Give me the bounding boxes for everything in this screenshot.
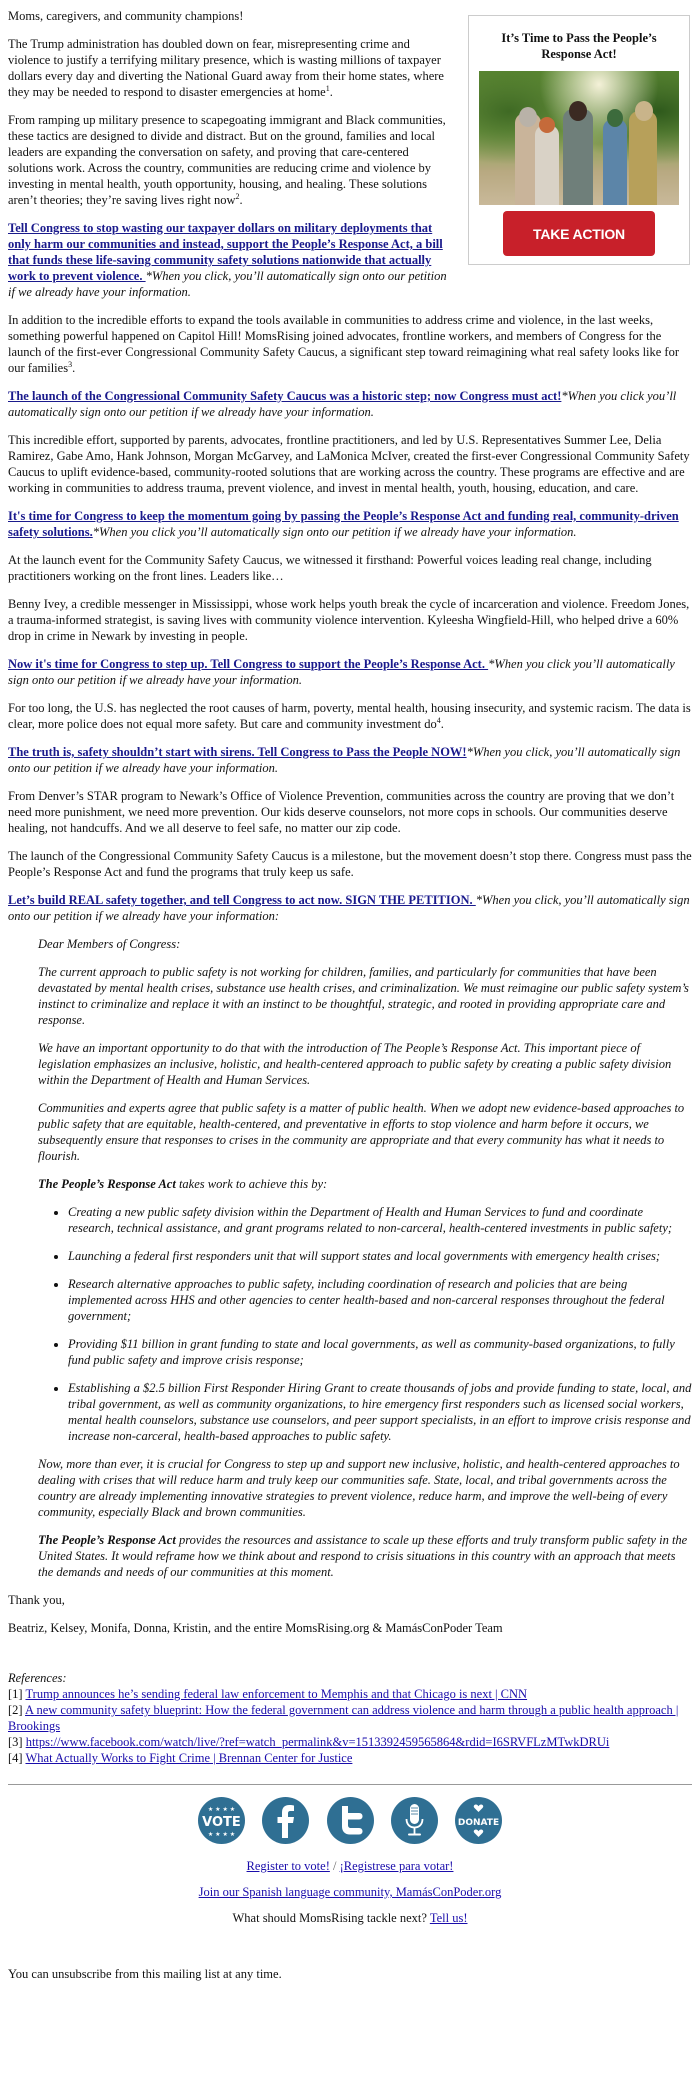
cta-link-step-up[interactable]: Now it's time for Congress to step up. Tell Congress to support the People’s Response Act.	[8, 657, 489, 671]
list-item: • Creating a new public safety division within the Department of Health and Human Services to fund and coordinate research, technical assistance, and grant programs related to non-carceral, health-centered investments in public safety;	[68, 1204, 692, 1236]
footnote-4: 4	[436, 715, 441, 725]
promo-photo[interactable]	[479, 71, 679, 205]
reference-item: [3] https://www.facebook.com/watch/live/?ref=watch_permalink&v=1513392459565864&rdid=I6SRVFLzMTwkDRUi	[8, 1735, 610, 1749]
paragraph-milestone: The launch of the Congressional Community Safety Caucus is a milestone, but the movement doesn’t stop there. Congress must pass the People’s Response Act and fund the programs that truly keep us safe.	[8, 849, 692, 879]
paragraph-leaders: Benny Ivey, a credible messenger in Mississippi, whose work helps youth break the cycle of incarceration and violence. Freedom Jones, a trauma-informed strategist, is saving lives with community violence intervention. Kyleesha Wingfield-Hill, who helped drive a 60% drop in crime in Newark by investing in people.	[8, 597, 690, 643]
letter-paragraph-5: The People’s Response Act provides the resources and assistance to scale up these efforts and truly transform public safety in the United States. It would reframe how we think about and respond to crisis situations in this country with an approach that meets the demands and needs of our communities at this moment.	[38, 1533, 688, 1579]
cta-link-stop-wasting[interactable]: Tell Congress to stop wasting our taxpayer dollars on military deployments that only harm our communities and instead, support the People’s Response Act, a bill that funds these life-saving community safety solutions nationwide that actually work to prevent violence.	[8, 221, 443, 283]
reference-item: [4] What Actually Works to Fight Crime | Brennan Center for Justice	[8, 1751, 353, 1765]
unsubscribe-text: You can unsubscribe from this mailing list at any time.	[8, 1967, 282, 1981]
paragraph-launch-event: At the launch event for the Community Safety Caucus, we witnessed it firsthand: Powerful voices leading real change, including practitioners working on the front lines. Leaders like…	[8, 553, 652, 583]
take-action-promo	[468, 15, 690, 265]
petition-note: *When you click, you’ll automatically sign onto our petition if we already have your information:	[8, 893, 690, 923]
tackle-next-line: What should MomsRising tackle next? Tell us!	[232, 1911, 468, 1925]
cta-link-sign-petition[interactable]: Let’s build REAL safety together, and tell Congress to act now. SIGN THE PETITION.	[8, 893, 476, 907]
petition-letter	[38, 936, 692, 1580]
cta-link-keep-momentum[interactable]: It's time for Congress to keep the momentum going by passing the People’s Response Act and funding real, community-driven safety solutions.	[8, 509, 679, 539]
register-to-vote-link[interactable]: Register to vote!	[246, 1859, 330, 1873]
greeting: Moms, caregivers, and community champions!	[8, 9, 244, 23]
list-item: • Establishing a $2.5 billion First Responder Hiring Grant to create thousands of jobs and provide funding to state, local, and tribal government, as well as community organizations, to hire emergency first responders such as licensed social workers, mental health counselors, substance use counselors, and peer support specialists, in an effort to improve crisis response and increase non-carceral, health-based approaches to public safety.	[68, 1380, 692, 1444]
intro-paragraph-2: From ramping up military presence to scapegoating immigrant and Black communities, these tactics are designed to divide and distract. But on the ground, families and local leaders are expanding the conversation on safety, and proving that care-centered solutions work. Across the country, communities are reducing crime and violence by investing in mental health, youth opportunity, housing, and healing. These solutions aren’t theories; they’re saving lives right now$^2$.	[8, 113, 446, 207]
reference-link-1[interactable]: Trump announces he’s sending federal law enforcement to Memphis and that Chicago is next | CNN	[25, 1687, 528, 1701]
reference-link-3[interactable]: https://www.facebook.com/watch/live/?ref=watch_permalink&v=1513392459565864&rdid=I6SRVFLzMTwkDRUi	[25, 1735, 610, 1749]
list-item: • Providing $11 billion in grant funding to state and local governments, as well as community-based organizations, to fully fund public safety and improve crisis response;	[68, 1336, 692, 1368]
promo-title: It’s Time to Pass the People’s Response Act!	[501, 31, 657, 61]
letter-act-intro: The People’s Response Act takes work to achieve this by:	[38, 1177, 328, 1191]
references-title: References:	[8, 1671, 67, 1685]
twitter-icon[interactable]	[327, 1797, 374, 1844]
donate-icon[interactable]	[455, 1797, 502, 1844]
mamasconpoder-link[interactable]: Join our Spanish language community, MamásConPoder.org	[198, 1885, 502, 1899]
svg-text:DONATE: DONATE	[457, 1818, 499, 1828]
signature: Beatriz, Kelsey, Monifa, Donna, Kristin, and the entire MomsRising.org & MamásConPoder Team	[8, 1621, 503, 1635]
svg-text:★ ★ ★ ★: ★ ★ ★ ★	[208, 1806, 236, 1813]
reference-link-2[interactable]: A new community safety blueprint: How the federal government can address violence and harm through a public health approach | Brookings	[8, 1703, 679, 1733]
reference-item: [1] Trump announces he’s sending federal law enforcement to Memphis and that Chicago is next | CNN	[8, 1687, 528, 1701]
letter-paragraph-3: Communities and experts agree that public safety is a matter of public health. When we adopt new evidence-based approaches to public safety that are equitable, health-centered, and preventative in efforts to stop violence and harm before it occurs, we subsequently ensure that responses to crises in the community are appropriate and that every community has what it needs to flourish.	[38, 1101, 685, 1163]
petition-note: *When you click, you’ll automatically sign onto our petition if we already have your information.	[8, 745, 681, 775]
intro-paragraph-1: The Trump administration has doubled down on fear, misrepresenting crime and violence to justify a terrifying military presence, which is wasting millions of taxpayer dollars every day and diverting the National Guard away from their home states, where they may be needed to respond to disaster emergencies at home$^1$.	[8, 37, 444, 99]
cta-6	[8, 892, 692, 924]
closing-thanks: Thank you,	[8, 1593, 65, 1607]
references	[8, 1670, 692, 1766]
cta-3	[8, 508, 692, 540]
footnote-3: 3	[68, 359, 73, 369]
cta-5	[8, 744, 692, 776]
paragraph-denver-star: From Denver’s STAR program to Newark’s Office of Violence Prevention, communities across the country are proving that we don’t need more punishment, we need more prevention. Our kids deserve counselors, not more cops in schools. Our communities deserve healing, not handcuffs. And we all deserve to feel safe, no matter our zip code.	[8, 789, 675, 835]
petition-note: *When you click you’ll automatically sign onto our petition if we already have your information.	[8, 657, 675, 687]
microphone-icon[interactable]	[391, 1797, 438, 1844]
cta-4	[8, 656, 692, 688]
paragraph-representatives: This incredible effort, supported by parents, advocates, frontline practitioners, and led by U.S. Representatives Summer Lee, Delia Ramirez, Gabe Amo, Hank Johnson, Morgan McGarvey, and LaMonica McIver, created the first-ever Congressional Community Safety Caucus to uplift evidence-based, community-rooted solutions that are working across the country. These programs are effective and are working in communities to address trauma, prevent violence, and invest in mental health, youth, housing, education, and care.	[8, 433, 690, 495]
social-icons	[8, 1797, 692, 1844]
paragraph-capitol-hill: In addition to the incredible efforts to expand the tools available in communities to address crime and violence, in the last weeks, something powerful happened on Capitol Hill! MomsRising joined advocates, frontline workers, and members of Congress for the launch of the first-ever Congressional Community Safety Caucus, a significant step toward reimagining what real safety looks like for our families$^3$.	[8, 313, 680, 375]
footer-divider	[8, 1784, 692, 1785]
list-item: • Research alternative approaches to public safety, including coordination of research and policies that are being implemented across HHS and other agencies to center health-based and non-carceral responses throughout the federal government;	[68, 1276, 692, 1324]
reference-item: [2] A new community safety blueprint: How the federal government can address violence and harm through a public health approach | Brookings	[8, 1703, 679, 1733]
cta-2	[8, 388, 692, 420]
petition-note: *When you click, you’ll automatically sign onto our petition if we already have your information.	[8, 269, 447, 299]
footnote-1: 1	[325, 83, 330, 93]
svg-text:VOTE: VOTE	[202, 1815, 242, 1830]
registrese-link[interactable]: ¡Registrese para votar!	[339, 1859, 454, 1873]
footnote-2: 2	[235, 191, 240, 201]
tell-us-link[interactable]: Tell us!	[429, 1911, 468, 1925]
cta-link-caucus-launch[interactable]: The launch of the Congressional Community Safety Caucus was a historic step; now Congress must act!	[8, 389, 562, 403]
letter-paragraph-1: The current approach to public safety is not working for children, families, and particularly for communities that have been devastated by mental health crises, substance use health crises, and criminalization. We must reimagine our public safety system’s instinct to criminalize and replace it with an instinct to be thoughtful, strategic, and rooted in providing appropriate care and response.	[38, 965, 689, 1027]
letter-paragraph-2: We have an important opportunity to do that with the introduction of The People’s Response Act. This important piece of legislation emphasizes an inclusive, holistic, and health-centered approach to public safety by creating a public safety division within the Department of Health and Human Services.	[38, 1041, 672, 1087]
petition-note: *When you click you’ll automatically sign onto our petition if we already have your information.	[8, 389, 677, 419]
petition-note: *When you click you’ll automatically sign onto our petition if we already have your information.	[92, 525, 577, 539]
spanish-community-line	[8, 1884, 692, 1900]
take-action-button[interactable]: TAKE ACTION	[503, 211, 655, 256]
register-line: Register to vote! / ¡Registrese para votar!	[246, 1859, 454, 1873]
vote-icon[interactable]	[198, 1797, 245, 1844]
act-provisions-list	[38, 1204, 692, 1444]
svg-text:★ ★ ★ ★: ★ ★ ★ ★	[208, 1831, 236, 1838]
letter-paragraph-4: Now, more than ever, it is crucial for Congress to step up and support new inclusive, holistic, and health-centered approaches to dealing with crises that will reduce harm and truly keep our communities safe. State, local, and tribal governments across the country are already implementing innovative strategies to prevent violence, reduce harm, and improve the well-being of every community, especially Black and brown communities.	[38, 1457, 680, 1519]
letter-salutation: Dear Members of Congress:	[38, 937, 181, 951]
paragraph-root-causes: For too long, the U.S. has neglected the root causes of harm, poverty, mental health, housing insecurity, and systemic racism. The data is clear, more police does not equal more safety. But care and community investment $do^4$.	[8, 701, 691, 731]
cta-link-sirens[interactable]: The truth is, safety shouldn’t start with sirens. Tell Congress to Pass the People NOW!	[8, 745, 467, 759]
list-item: • Launching a federal first responders unit that will support states and local governments with emergency health crises;	[68, 1248, 692, 1264]
facebook-icon[interactable]	[262, 1797, 309, 1844]
reference-link-4[interactable]: What Actually Works to Fight Crime | Brennan Center for Justice	[25, 1751, 353, 1765]
